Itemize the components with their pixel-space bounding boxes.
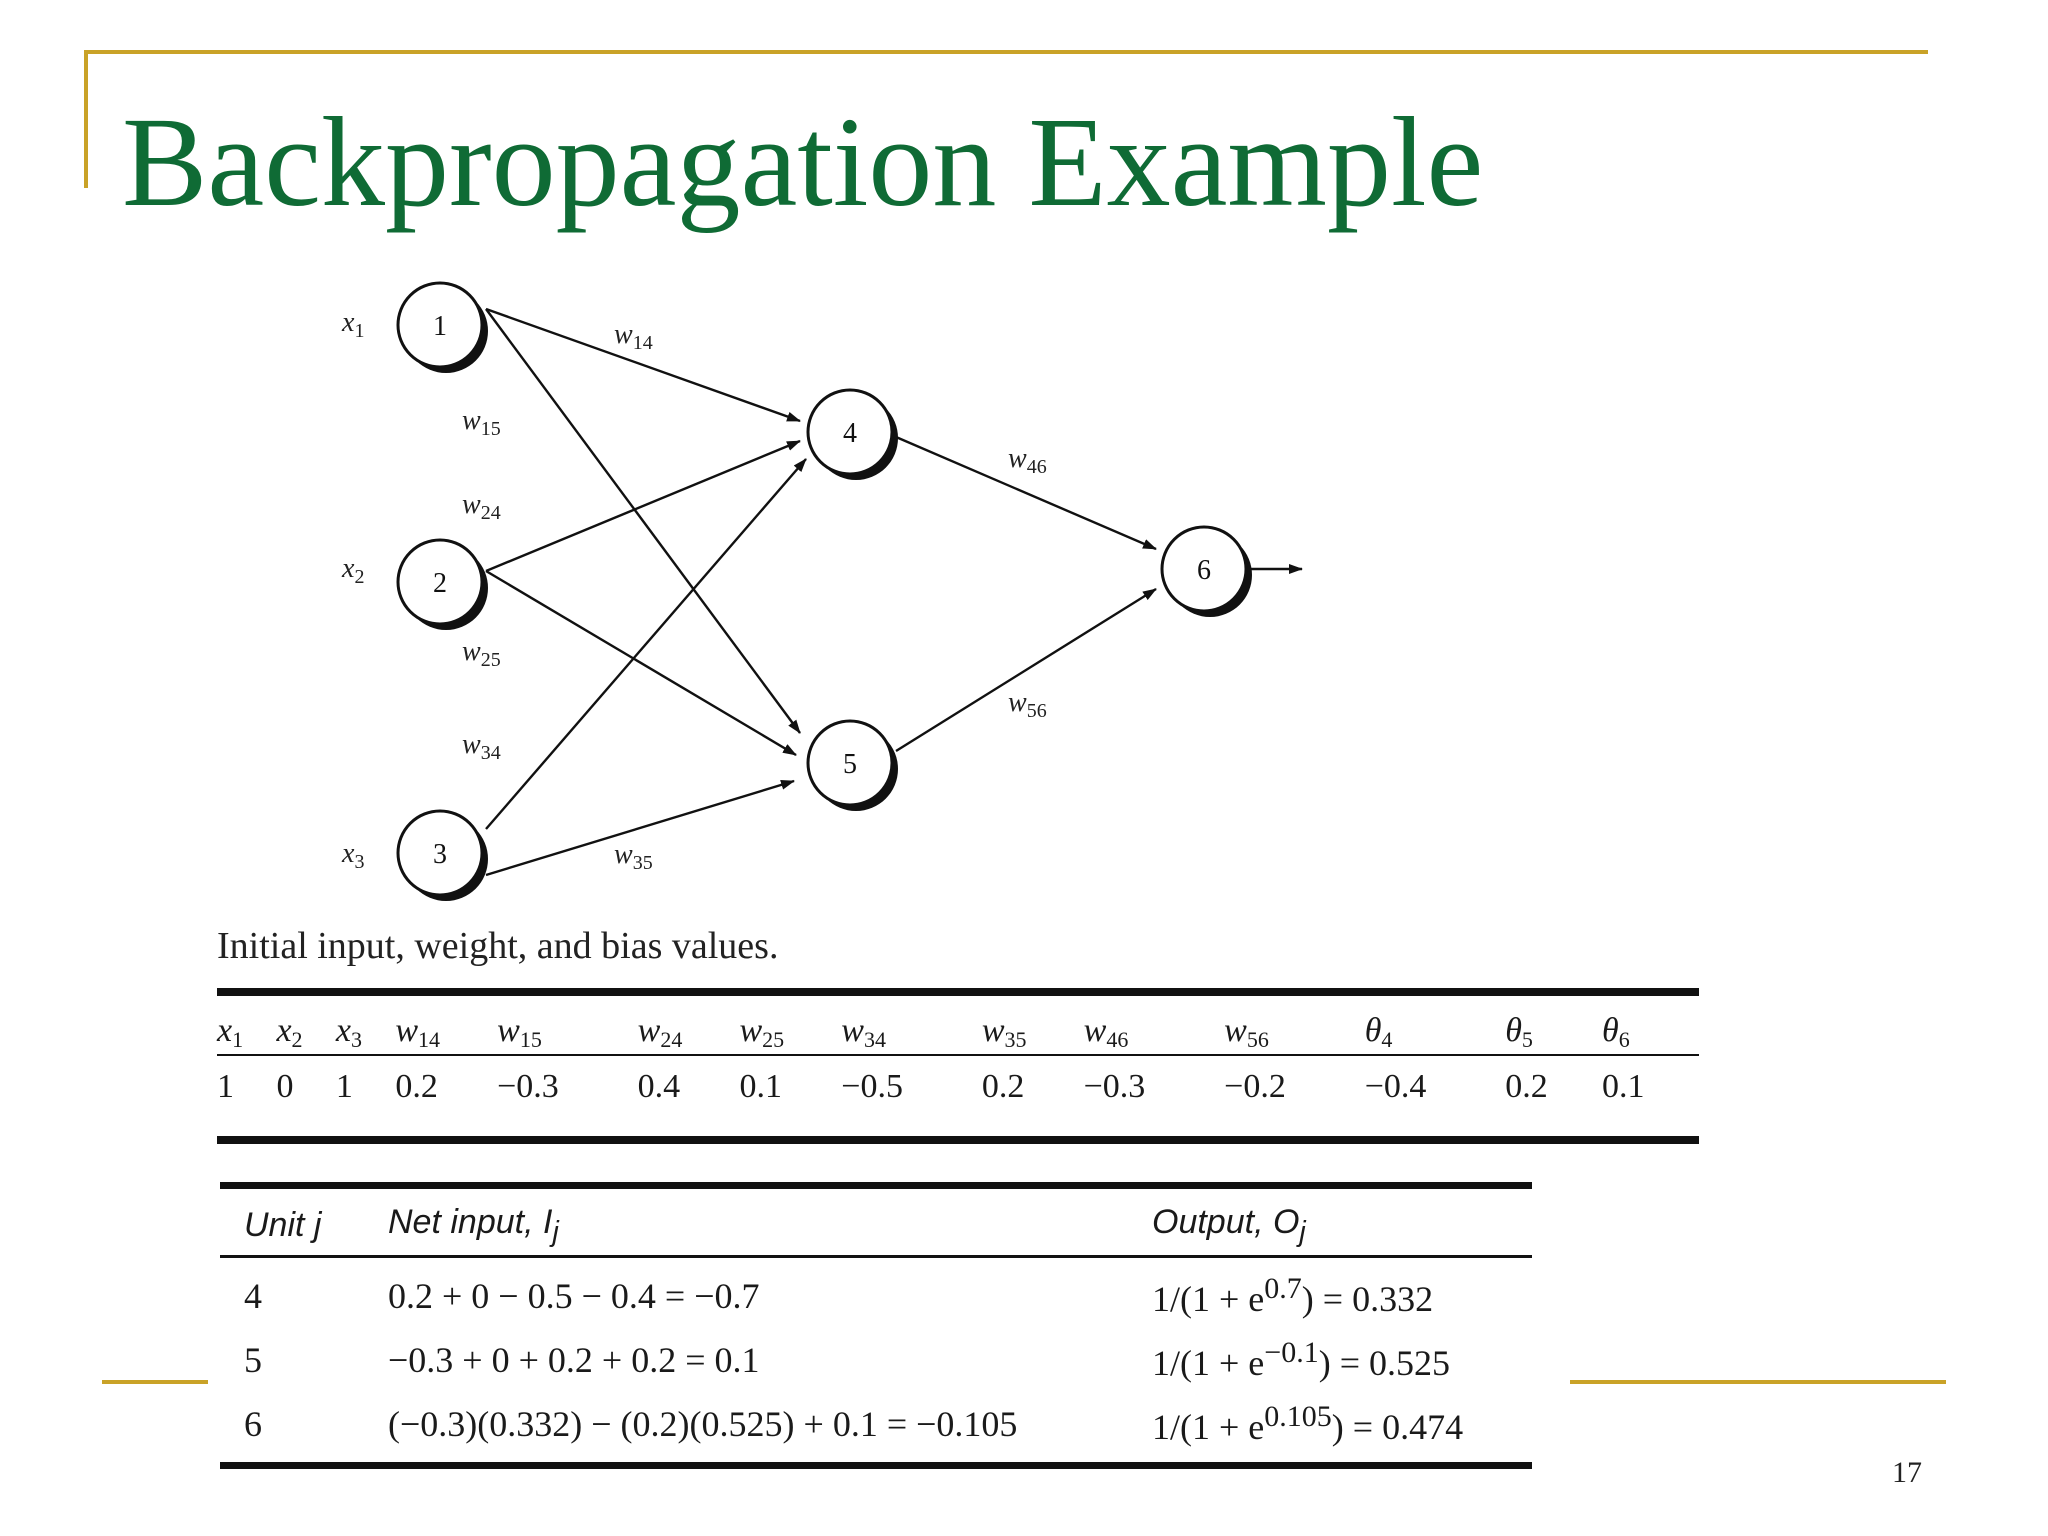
header-w34: w34 <box>841 992 982 1055</box>
edge-2-4 <box>486 441 800 571</box>
weight-label-w25: $w_{25}$ <box>462 636 501 671</box>
bottom-right-accent-rule <box>1570 1380 1946 1384</box>
network-diagram <box>300 255 1350 905</box>
value-w56: −0.2 <box>1224 1068 1286 1105</box>
slide-title: Backpropagation Example <box>122 91 1484 233</box>
weight-label-w46: $w_{46}$ <box>1008 443 1047 478</box>
header-x2: x2 <box>276 992 335 1055</box>
node-3 <box>398 811 488 901</box>
header-x1: x1 <box>217 992 276 1055</box>
net-input-output-table <box>220 1182 1532 1469</box>
edge-1-4 <box>486 309 800 421</box>
value-w14: 0.2 <box>395 1068 438 1105</box>
initial-values-row <box>217 1055 1699 1140</box>
edge-5-6 <box>896 589 1156 751</box>
initial-values-table <box>217 988 1699 1144</box>
header-w25: w25 <box>739 992 841 1055</box>
header-w56: w56 <box>1224 992 1365 1055</box>
weight-label-w24: $w_{24}$ <box>462 489 501 524</box>
net-table-header-row <box>220 1186 1532 1257</box>
edge-3-4 <box>486 459 806 829</box>
value-w35: 0.2 <box>981 1068 1025 1105</box>
table-row <box>220 1392 1532 1466</box>
header-output: Output, $O_j$ <box>1128 1186 1532 1257</box>
net-input-cell: (−0.3)(0.332) − (0.2)(0.525) + 0.1 = −0.105 <box>388 1403 1018 1444</box>
header-w46: w46 <box>1084 992 1225 1055</box>
header-w14: w14 <box>395 992 497 1055</box>
weight-label-w15: $w_{15}$ <box>462 405 501 440</box>
node-6 <box>1162 527 1252 617</box>
unit-cell: 5 <box>244 1339 262 1380</box>
value-w15: −0.3 <box>497 1068 559 1105</box>
table-row <box>220 1328 1532 1392</box>
table-caption: Initial input, weight, and bias values. <box>217 925 779 967</box>
net-input-cell: 0.2 + 0 − 0.5 − 0.4 = −0.7 <box>388 1275 760 1316</box>
left-accent-rule <box>84 50 88 188</box>
header-theta4: θ4 <box>1365 992 1506 1055</box>
node-6-label: 6 <box>1197 555 1211 586</box>
output-cell: $1/(1 + e^{-0.1}) = 0.525$ <box>1152 1335 1450 1383</box>
unit-cell: 6 <box>244 1403 262 1444</box>
initial-values-header-row <box>217 992 1699 1055</box>
value-w34: −0.5 <box>841 1068 903 1105</box>
node-5 <box>808 721 898 811</box>
header-w15: w15 <box>497 992 638 1055</box>
value-x3: 1 <box>335 1068 353 1105</box>
node-5-label: 5 <box>843 749 857 780</box>
value-w24: 0.4 <box>637 1068 681 1105</box>
bottom-left-accent-rule <box>102 1380 208 1384</box>
weight-label-w34: $w_{34}$ <box>462 729 501 764</box>
node-1-label: 1 <box>433 311 447 342</box>
net-input-cell: −0.3 + 0 + 0.2 + 0.2 = 0.1 <box>388 1339 760 1380</box>
node-4-label: 4 <box>843 418 857 449</box>
input-label-x1: $x_1$ <box>342 307 365 342</box>
input-label-x3: $x_3$ <box>342 838 365 873</box>
value-w25: 0.1 <box>739 1068 782 1105</box>
node-1 <box>398 283 488 373</box>
value-x1: 1 <box>217 1068 234 1105</box>
node-2-label: 2 <box>433 568 447 599</box>
output-cell: $1/(1 + e^{0.105}) = 0.474$ <box>1152 1399 1464 1447</box>
value-theta6: 0.1 <box>1602 1068 1645 1105</box>
page-number: 17 <box>1892 1456 1922 1489</box>
weight-label-w56: $w_{56}$ <box>1008 687 1047 722</box>
header-x3: x3 <box>336 992 395 1055</box>
table-row <box>220 1256 1532 1328</box>
node-4 <box>808 390 898 480</box>
header-w35: w35 <box>982 992 1084 1055</box>
value-w46: −0.3 <box>1083 1068 1146 1105</box>
weight-label-w14: $w_{14}$ <box>614 319 653 354</box>
top-accent-rule <box>84 50 1928 54</box>
header-w24: w24 <box>638 992 740 1055</box>
header-net-input: Net input, $I_j$ <box>364 1186 1128 1257</box>
header-theta6: θ6 <box>1602 992 1699 1055</box>
weight-label-w35: $w_{35}$ <box>614 839 653 874</box>
value-x2: 0 <box>276 1068 294 1105</box>
value-theta5: 0.2 <box>1505 1068 1548 1105</box>
header-theta5: θ5 <box>1505 992 1602 1055</box>
output-cell: $1/(1 + e^{0.7}) = 0.332$ <box>1152 1271 1434 1319</box>
input-label-x2: $x_2$ <box>342 553 365 588</box>
unit-cell: 4 <box>244 1275 262 1316</box>
node-2 <box>398 540 488 630</box>
node-3-label: 3 <box>433 839 447 870</box>
header-unit: Unit j <box>220 1186 364 1257</box>
value-theta4: −0.4 <box>1364 1068 1427 1105</box>
